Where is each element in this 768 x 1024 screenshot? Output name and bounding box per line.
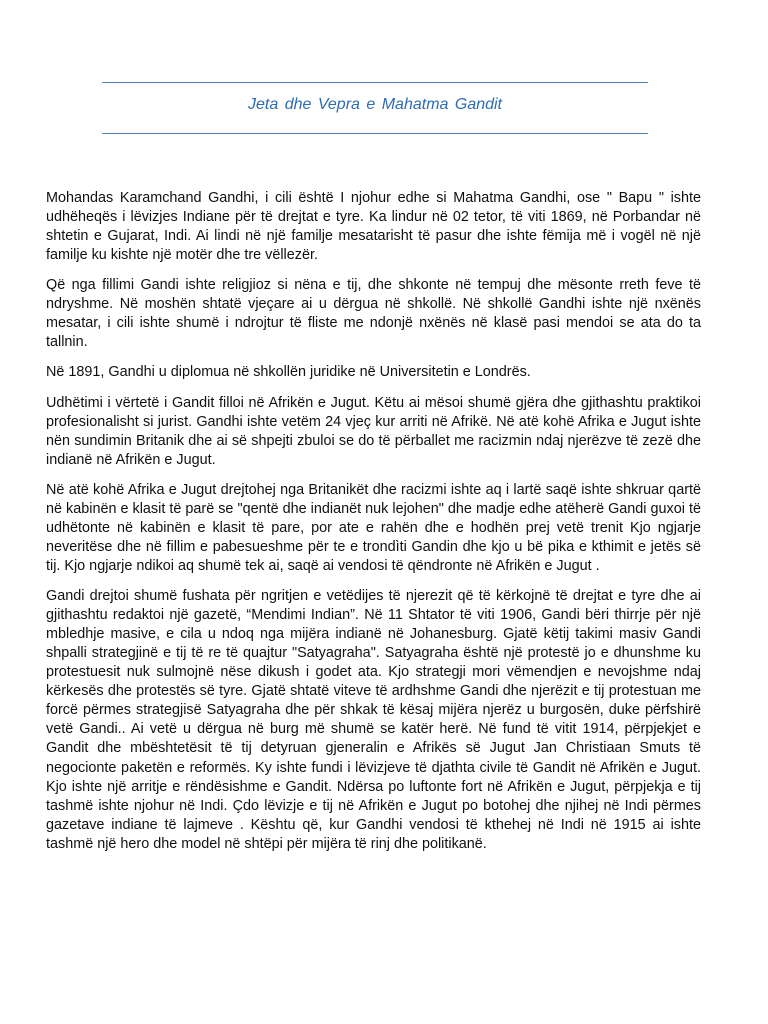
paragraph-2: Që nga fillimi Gandi ishte religjioz si nëna e tij, dhe shkonte në tempuj dhe mësonte rreth feve të ndryshme. Në moshën shtatë vjeçare ai u dërgua në shkollë. Në shkollë Gandhi ishte një nxënës mesatar, i cili ishte shumë i ndrojtur të fliste me ndonjë nxënës në klasë pasi mendoi se ata do ta tallnin. xyxy=(46,276,701,351)
paragraph-6: Gandi drejtoi shumë fushata për ngritjen e vetëdijes të njerezit që të kërkojnë të drejtat e tyre dhe ai gjithashtu redaktoi një gazetë, “Mendimi Indian”. Në 11 Shtator të viti 1906, Gandi bëri thirrje për një mbledhje masive, e cila u ndoq nga mijëra indianë në Johanesburg. Gjatë këtij takimi masiv Gandi shpalli strategjinë e tij të re të quajtur "Satyagraha". Satyagraha është një protestë jo e dhunshme ku protestuesit nuk sulmojnë nëse dikush i godet ata. Kjo strategji mori vëmendjen e nevojshme ndaj kërkesës dhe protestës së tyre. Gjatë shtatë viteve të ardhshme Gandi dhe njerëzit e tij protestuan me forcë përmes strategjisë Satyagraha dhe për shkak të kësaj mijëra njerëz u burgosën, duke përfshirë vetë Gandi.. Ai vetë u dërgua në burg më shumë se katër herë. Në fund të vitit 1914, përpjekjet e Gandit dhe mbështetësit të tij detyruan gjeneralin e Afrikës së Jugut Jan Christiaan Smuts të negocionte paketën e reformës. Ky ishte fundi i lëvizjeve të djathta civile të Gandit në Afrikën e Jugut. Kjo ishte një arritje e rëndësishme e Gandit. Ndërsa po luftonte fort në Afrikën e Jugut, përpjekja e tij tashmë ishte njohur në Indi. Çdo lëvizje e tij në Afrikën e Jugut po botohej dhe njihej në Indi përmes gazetave indiane të lajmeve . Kështu që, kur Gandhi vendosi të kthehej në Indi në 1915 ai ishte tashmë një hero dhe model në shtëpi për mijëra të rinj dhe politikanë. xyxy=(46,587,701,852)
paragraph-4: Udhëtimi i vërtetë i Gandit filloi në Afrikën e Jugut. Këtu ai mësoi shumë gjëra dhe gjithashtu praktikoi profesionalisht si jurist. Gandhi ishte vetëm 24 vjeç kur arriti në Afrikë. Në atë kohë Afrika e Jugut ishte nën sundimin Britanik dhe ai së shpejti zbuloi se do të përballet me racizmin ndaj njerëzve të zezë dhe indianë në Afrikën e Jugut. xyxy=(46,394,701,469)
paragraph-5: Në atë kohë Afrika e Jugut drejtohej nga Britanikët dhe racizmi ishte aq i lartë saqë ishte shkruar qartë në kabinën e klasit të parë se "qentë dhe indianët nuk lejohen" dhe madje edhe atëherë Gandi guxoi të udhëtonte në kabinën e klasit të pare, por ate e rahën dhe e hodhën prej vetë trenit Kjo ngjarje neveritëse dhe në fillim e pabesueshme për te e trondìti Gandin dhe kjo u bë pika e kthimit e jetës së tij. Kjo ngjarje ndikoi aq shumë tek ai, saqë ai vendosi të qëndronte në Afrikën e Jugut . xyxy=(46,481,701,575)
document-body xyxy=(46,189,701,865)
paragraph-3: Në 1891, Gandhi u diplomua në shkollën juridike në Universitetin e Londrës. xyxy=(46,363,531,380)
title-block xyxy=(102,82,648,134)
paragraph-1: Mohandas Karamchand Gandhi, i cili është I njohur edhe si Mahatma Gandhi, ose " Bapu " ishte udhëheqës i lëvizjes Indiane për të drejtat e tyre. Ka lindur në 02 tetor, të viti 1869, në Porbandar në shtetin e Gujarat, Indi. Ai lindi në një familje mesatarisht të pasur dhe ishte fëmija më i vogël në një familje ku kishte një motër dhe tre vëllezër. xyxy=(46,190,701,264)
page-title: Jeta dhe Vepra e Mahatma Gandit xyxy=(248,96,502,113)
